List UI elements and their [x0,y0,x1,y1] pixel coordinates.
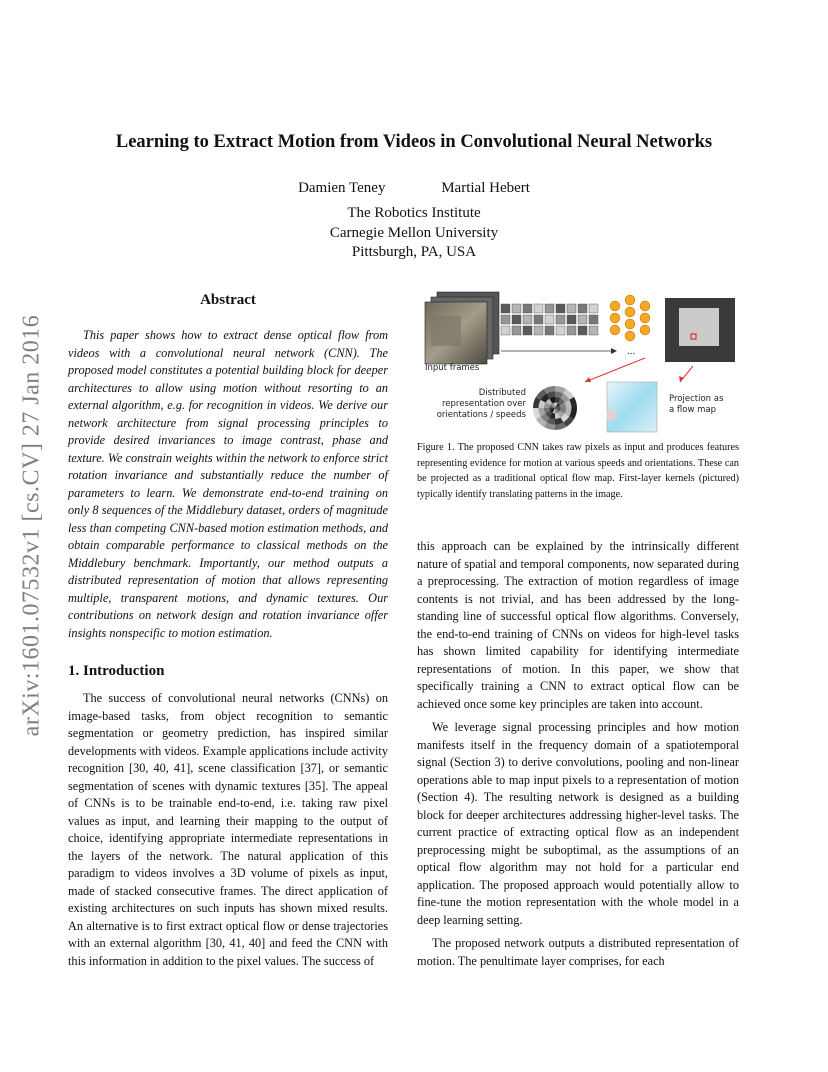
kernel-tile [545,304,554,313]
kernel-tile [534,326,543,335]
body-paragraph: The proposed network outputs a distributed representation of motion. The penultimate layer comprises, for each [417,936,739,968]
figure-1-caption: Figure 1. The proposed CNN takes raw pixels as input and produces features representing evidence for motion at various speeds and orientations. These can be projected as a traditional optical flow map. First-layer kernels (pictured) typically identify translating patterns in the image. [417,442,739,500]
kernel-tile [501,304,510,313]
affiliation-line: Pittsburgh, PA, USA [351,244,477,260]
kernel-tile [512,304,521,313]
input-frames-stack [425,292,499,364]
author-list [0,180,828,197]
kernel-tile [556,315,565,324]
label-distributed-representation [417,388,526,421]
kernel-tile [556,326,565,335]
section-heading-introduction: 1. Introduction [68,663,165,679]
kernel-tile [523,326,532,335]
network-node [625,307,635,317]
body-paragraph: We leverage signal processing principles and how motion manifests itself in the frequency domain of a spatiotemporal signal (Section 3) to derive convolutions, pooling and non-linear operations able to map input pixels to a representation of motion (Section 4). The resulting network is designed as a building block for deeper architectures addressing higher-level tasks. The current practice of extracting optical flow as an independent preprocessing might be suboptimal, as the assumptions of an optical flow algorithm may not hold for a particular end application. The proposed approach would potentially allow to fine-tune the motion representation with the whole model in a deep learning setting. [417,720,739,927]
red-arrow [585,358,645,382]
kernel-tile [567,326,576,335]
network-node [625,319,635,329]
kernel-tile [567,315,576,324]
network-node [610,313,620,323]
kernel-tile [501,315,510,324]
kernel-tile [567,304,576,313]
affiliation-line: The Robotics Institute [347,205,481,221]
kernel-tile [589,326,598,335]
kernel-tile [545,315,554,324]
optical-flow-map [607,382,657,432]
kernel-tile [545,326,554,335]
label-line: orientations / speeds [436,410,526,420]
network-nodes [610,295,650,341]
label-line: a flow map [669,405,717,415]
network-node [640,325,650,335]
right-column [417,538,739,970]
abstract-text [68,327,388,642]
intro-paragraph: The success of convolutional neural networks (CNNs) on image-based tasks, from object recognition to semantic segmentation or geometry prediction, has inspired similar developments with videos. Example applications include activity recognition [30, 40, 41], scene classification [37], or semantic segmentation of scenes with dynamic textures [35]. The appeal of CNNs is to be trainable end-to-end, i.e. taking raw pixel values as input, and learning their mapping to the output of choice, identifying appropriate intermediate representations in the layers of the network. The natural application of this paradigm to videos involves a 3D volume of pixels as input, made of stacked consecutive frames. The direct application of existing architectures on such inputs has shown mixed results. An alternative is to first extract optical flow or dense trajectories with an external algorithm [30, 41, 40] and feed the CNN with this information in addition to the pixel values. The success of [68,691,388,968]
kernel-tile [523,304,532,313]
author-name: Martial Hebert [441,180,530,196]
label-projection [669,394,723,416]
abstract-heading: Abstract [200,292,256,308]
kernel-tile [589,315,598,324]
kernel-tile [578,304,587,313]
kernel-tile [578,315,587,324]
kernel-tile [501,326,510,335]
ellipsis: ... [627,345,636,357]
kernel-tile [534,304,543,313]
body-paragraph: this approach can be explained by the intrinsically different nature of spatial and temporal components, now separated during a preprocessing. The extraction of motion regardless of image contents is not trivial, and has been addressed by the long-standing line of successful optical flow algorithms. Conversely, the end-to-end training of CNNs on videos for high-level tasks has shown limited capability for identifying intermediate representations of motion. In this paper, we show that specifically training a CNN to extract optical flow can be achieved once some key principles are taken into account. [417,539,739,711]
affiliation [0,204,828,263]
author-name: Damien Teney [298,180,386,196]
arxiv-stamp: arXiv:1601.07532v1 [cs.CV] 27 Jan 2016 [18,314,45,737]
kernel-tile [556,304,565,313]
distributed-representation-disc [533,386,577,430]
kernel-tile [512,315,521,324]
network-node [625,295,635,305]
first-layer-kernels [501,304,598,335]
network-node [640,313,650,323]
label-input-frames: Input frames [425,363,480,373]
label-line: representation over [442,399,526,409]
network-node [610,325,620,335]
intro-column [68,690,388,970]
label-line: Distributed [478,388,526,398]
kernel-tile [578,326,587,335]
affiliation-line: Carnegie Mellon University [329,224,499,241]
kernel-tile [523,315,532,324]
network-node [625,331,635,341]
kernel-tile [512,326,521,335]
network-node [610,301,620,311]
kernel-tile [589,304,598,313]
kernel-tile [534,315,543,324]
paper-title: Learning to Extract Motion from Videos in Convolutional Neural Networks [115,132,713,152]
network-node [640,301,650,311]
figure-1 [417,286,739,434]
label-line: Projection as [669,394,724,404]
abstract-paragraph: This paper shows how to extract dense optical flow from videos with a convolutional neural network (CNN). The proposed model constitutes a potential building block for deeper architectures to allow using motion without resorting to an external algorithm, e.g. for recognition in videos. We derive our network architecture from signal processing principles to provide desired invariances to image contrast, phase and texture. We constrain weights within the network to enforce strict rotation invariance and substantially reduce the number of parameters to learn. We demonstrate end-to-end training on only 8 sequences of the Middlebury dataset, orders of magnitude less than competing CNN-based motion estimation methods, and obtain comparable performance to classical methods on the Middlebury benchmark. Importantly, our method outputs a distributed representation of motion that allows representing multiple, transparent motions, and dynamic textures. Our contributions on network design and rotation invariance offer insights nonspecific to motion estimation. [68,328,388,640]
